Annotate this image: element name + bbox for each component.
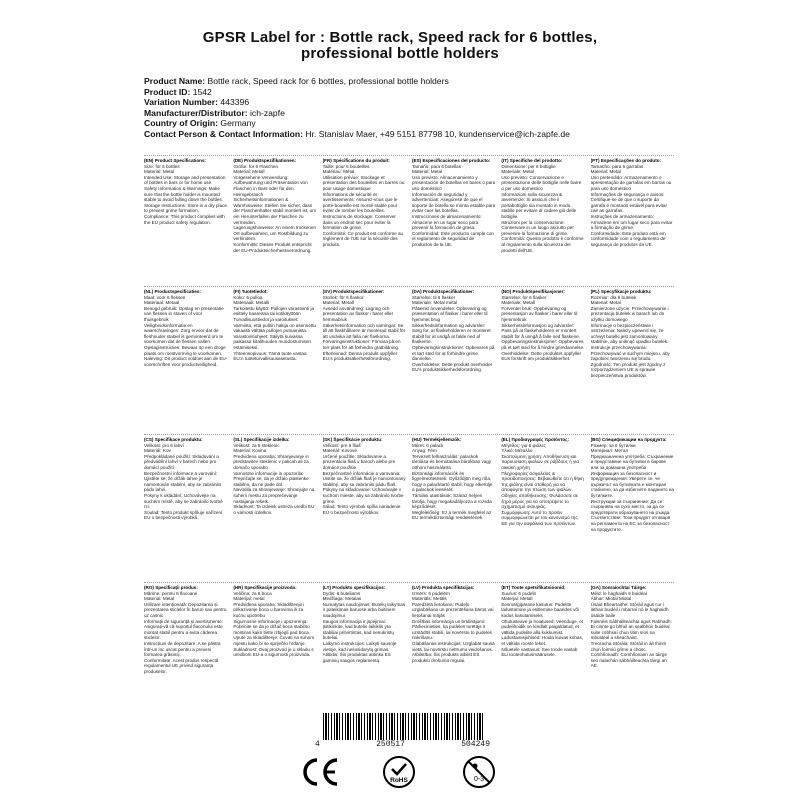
spec-line: Eesmärgipärane kasutus: Pudelite ladustamine ja esitlemine baarides või kodus kasutamiseks [501, 601, 579, 618]
barcode-digits [315, 740, 490, 749]
spec-line: Instrukcje przechowywania: Przechowywać w suchym miejscu, aby zapobiec tworzeniu się brudu. [590, 344, 670, 362]
spec-line: Uso pretendido: Armazenamento e apresentação de garrafas em barras ou para uso doméstico [590, 174, 672, 191]
spec-line: Påtænkt anvendelse: Opbevaring og præsentation af flasker i barer eller til hjemmet brug [412, 305, 488, 322]
spec-line: Säkerhetsinformation och varningar: Se till att flaskhållaren är monterad stabil för att undvika att falla ner flaskorna. [322, 322, 406, 339]
spec-block [501, 437, 584, 582]
spec-line: Glabāšanas instrukcijas: Uzglabāt sausā vietā, lai novērstu netīrumu veidošanos. [412, 640, 495, 652]
title-line-1: GPSR Label for : Bottle rack, Speed rack for 6 bottles, [202, 29, 598, 46]
spec-line: Predvidena uporaba: Shranjevanje in predstavitev steklenic v palicah ali za domačo uporabo [233, 453, 309, 470]
spec-block [144, 585, 227, 755]
spec-line: Efterlevnad: Denna produkt uppfyller EU:s produktsäkerhetsförordning. [322, 350, 398, 362]
spec-block [233, 289, 316, 434]
spec-line: Varastointiohjeet: Säilytä kuivassa paikassa kitalihuuden muodostumisen estämiseksi. [233, 333, 311, 350]
spec-line: Saugos informacija ir įspėjimai: Įsitikinkite, kad butelio laikiklis yra stabiliai pritvirtintas, kad nenukristų buteliai. [322, 618, 394, 641]
spec-line: Pokyny na skladovanie: Uchovávajte v suchom mieste, aby sa zabránilo tvorbe grime. [322, 487, 404, 504]
spec-line: Forventet bruk: Oppbevaring og presentasjon av flasker i barer eller til hjemmebruk [501, 305, 578, 322]
spec-line: Biztonsági információk és figyelmeztetések: Győződjön meg róla, hogy a palacktartó stabil, hogy elkerülje a palackok leesését. [412, 470, 493, 493]
spec-block [233, 158, 316, 286]
spec-block-heading: (DA) Produktspecifikationer: [412, 289, 475, 294]
spec-line: Uso previsto: Almacenamiento y presentación de botellas en bares o para uso doméstico [412, 174, 496, 191]
spec-line: Инструкции за съхранение: Да се съхранява на сухо място, за да се предотврати образуването на ръжда. [590, 498, 671, 515]
spec-line: Dimensione: per 6 bottiglie [501, 163, 556, 169]
barcode-digit-group: 504249 [461, 740, 490, 749]
spec-block-heading: (HR) Specifikacije proizvoda: [233, 585, 297, 590]
spec-block [591, 437, 674, 582]
label-title [150, 30, 650, 62]
spec-line: Utilisation prévue: Stockage et présentation des bouteilles en barres ou pour usage domestique [322, 174, 405, 191]
spec-block-heading: (BG) Спецификации на продукта: [590, 437, 667, 442]
info-value: Bottle rack, Speed rack for 6 bottles, professional bottle holders [207, 76, 449, 86]
barcode-bars [323, 713, 483, 741]
spec-line: Informacje o bezpieczeństwie i ostrzeżenia: Należy upewnić się, że uchwyt butelki jest zamontowany stabilnie, aby uniknąć upadku butelek. [590, 322, 669, 345]
spec-line: Información de seguridad y advertencias: Asegúrese de que el soporte de botella se monta estable para evitar caer las botellas. [412, 191, 496, 214]
spec-line: Tárolási utasítások: Száraz helyen tárolja, hogy megakadályozza a rozsda képződését. [412, 492, 492, 510]
spec-line: Upute za skladištenje: Čuvati na suhom mjestu kako bi se spriječilo hrđanje. [233, 635, 315, 646]
spec-line: Instructions de stockage: Conserver dans un endroit sec pour éviter la formation de grime. [322, 213, 396, 231]
spec-line: Zgodność: Ten produkt jest zgodny z rozporządzeniem UE w sprawie bezpieczeństwa produktów. [590, 361, 666, 378]
spec-line: Instrucțiuni de depozitare: A se păstra într-un loc uscat pentru a preveni formarea grăsimii. [144, 640, 221, 658]
spec-line: Material: Metall [322, 300, 354, 306]
spec-line: Úsáid Bheartaithe: Stóráil agus cur i láthair buidéil i mbarraí nó le haghaidh úsáide baile [590, 601, 669, 618]
spec-line: Matériau: Métal [322, 169, 355, 175]
spec-block-heading: (PL) Specyfikacje produktu: [590, 289, 652, 294]
spec-line: Compliance: This product complies with the EU product safety regulation. [144, 213, 225, 225]
title-line-2: professional bottle holders [301, 45, 499, 62]
spec-band [144, 286, 674, 434]
spec-line: Lagerungshinweise: An einem trockenen Ort aufbewahren, um Rostbildung zu verhindern. [233, 225, 317, 242]
spec-line: Turvallisuustiedot ja varoitukset: Varmista, että pullon haltija on asennettu vakaasti välttää pullojen putoamista. [233, 316, 316, 334]
spec-line: Skladnost: Ta izdelek ustreza uredbi EU o varnosti izdelkov. [233, 504, 315, 515]
spec-block [412, 158, 495, 286]
spec-line: Tamaño: para 6 botellas [412, 163, 462, 169]
spec-line: Tervezett felhasználás: palackok tárolása és bemutatása bárokban vagy otthoni használatra [412, 453, 492, 470]
spec-line: Naleving: Dit product voldoet aan de EU-voorschriften voor productveiligheid. [144, 356, 228, 367]
spec-block [501, 585, 584, 755]
spec-line: Size: for 6 bottles [144, 163, 180, 169]
spec-line: Materiał: Metal [590, 300, 621, 306]
language-specifications-grid [144, 155, 674, 755]
info-label: Contact Person & Contact Information: [144, 128, 303, 139]
spec-line: Materiale: Metal metal [412, 300, 458, 306]
age-label: 0-3 [473, 776, 485, 783]
spec-line: Méid: le haghaidh 6 buidéal [590, 590, 647, 596]
spec-line: Οδηγίες αποθήκευσης: Φυλάσσετε σε ξηρό μέρος για να αποτρέψετε το σχηματισμό σκουριάς. [501, 492, 579, 510]
age-warning-icon [462, 755, 496, 789]
spec-line: Konformität: Dieses Produkt entspricht der EU-Produktsicherheitsverordnung. [233, 241, 312, 253]
spec-block-heading: (PT) Especificações do produto: [590, 158, 662, 163]
info-row-product-name [144, 76, 570, 87]
spec-line: Tamanho: para 6 garrafas [590, 163, 644, 169]
spec-line: Предназначена употреба: Съхранение и представяне на бутилки в барове или за домашна употреба [590, 453, 674, 470]
spec-block [501, 289, 584, 434]
barcode-digit-group: 250517 [376, 740, 405, 749]
spec-line: Numatytas naudojimas: Butelių laikymas ir pateikimas baruose arba buitinėm naudojimui [322, 601, 406, 618]
spec-line: Laikymo instrukcijos: Laikyti sausoje vietoje, kad nesusidarytų grimas. [322, 640, 397, 652]
spec-block [144, 437, 227, 582]
spec-line: Overholdelse: Dette produktet oppfyller EUs forskrift om produktsikkerhet. [501, 350, 581, 362]
barcode-digit-group: 4 [315, 740, 320, 749]
spec-line: Veiligheidsinformatie en waarschuwingen: Zorg ervoor dat de fleshouder stabiel is gemonteerd om te voorkomen dat de flessen vallen. [144, 322, 224, 345]
spec-line: Intended Use: Storage and presentation of bottles in bars or for home use [144, 174, 226, 186]
spec-line: Oppbevaringsinstruksjoner: Oppbevares på et tørt sted for å hindre grimdannelse. [501, 339, 585, 350]
spec-block [323, 437, 406, 582]
spec-line: Conformidad: Este producto cumple con el reglamento de seguridad de productos de la UE. [412, 230, 494, 247]
spec-block-heading: (NL) Productspecificaties: [144, 289, 201, 294]
spec-line: Comhlíonadh: Comhlíonann an táirge seo rialachán sábháilteachta táirgí an AE. [590, 652, 668, 669]
spec-block [144, 158, 227, 286]
spec-line: Bezpečnostní informace a varování: Ujistěte se, že držák lahve je namontován stabilní, aby se zabránilo pádu lahví. [144, 470, 222, 493]
spec-block [591, 289, 674, 434]
spec-block-heading: (ET) Toote spetsifikatsioonid: [501, 585, 566, 590]
product-info [144, 76, 570, 140]
spec-line: Méret: 6 palack [412, 442, 444, 448]
spec-line: Opbevaringsinstruktioner: Opbevares på et tørt sted for at forhindre grime dannelse. [412, 344, 495, 362]
spec-line: Informații de siguranță și avertismente: Asigurați-vă că suportul flaconului este montat stabil pentru a evita căderea sticlelor. [144, 618, 223, 641]
ean-barcode [315, 713, 490, 749]
spec-line: Materiaal: Metaal [144, 300, 180, 306]
spec-line: Material: Metal [590, 169, 621, 175]
spec-block-heading: (DE) Produktspezifikationen: [233, 158, 297, 163]
spec-line: Informations de sécurité et avertissements: Assurez-vous que le porte-bouteille est monté stable pour éviter de tomber les bouteilles. [322, 191, 398, 214]
info-row-product-id [144, 87, 570, 98]
spec-line: Vorgesehene Verwendung: Aufbewahrung und Präsentation von Flaschen in Bars oder für den Heimgebrauch [233, 174, 308, 197]
spec-block [144, 289, 227, 434]
spec-block-heading: (FR) Spécifications du produit: [322, 158, 390, 163]
spec-line: Izmērs: 6 pudelēm [412, 590, 450, 596]
spec-line: Medžiaga: Metalas [322, 596, 362, 602]
spec-block [591, 585, 674, 755]
spec-line: Material: Metall [233, 169, 265, 175]
spec-line: Størrelse: til 6 flasker [412, 294, 456, 300]
rohs-label: RoHS [390, 777, 408, 784]
spec-line: Predviđena uporaba: Skladištenje i prikazivanje boca u barovima ili za kućnu upotrebu [233, 601, 305, 618]
spec-line: Συμμόρφωση: Αυτό το προϊόν συμμορφώνεται με τον κανονισμό της ΕΕ για την ασφάλεια των προϊόντων. [501, 509, 578, 526]
info-value: Hr. Stanislav Maer, +49 5151 87798 10, kundenservice@ich-zapfe.de [305, 128, 570, 139]
spec-block-heading: (HU) Termékjellemzők: [412, 437, 462, 442]
spec-line: Μέγεθος: για 6 φιάλες [501, 442, 546, 448]
spec-block-heading: (LT) Produkto specifikacijos: [322, 585, 386, 590]
spec-line: Bezpečnostné informácie a varovania: Uistite sa, že držiak fliaš je namontovaný stabilný, aby sa zabránilo pádu fliaš. [322, 470, 406, 487]
spec-line: Conformidade: Este produto está em conformidade com o regulamento de segurança de produtos da UE. [590, 230, 666, 247]
spec-line: Sikkerhedsinformation og advarsler: Sørg for, at flaskeholderen er monteret stabilt for at undgå at falde ned af flaskerne. [412, 322, 491, 345]
spec-line: Treoracha Stórála: Stóráil in áit thirim chun foirmiú grime a chosc. [590, 640, 667, 652]
info-label: Product ID: [144, 86, 191, 97]
spec-line: Instruções de armazenamento: Armazene em um lugar seco para evitar a formação de grime. [590, 213, 673, 231]
spec-line: Materiaali: Metalli [233, 300, 270, 306]
spec-line: Materiál: Kov [144, 448, 171, 454]
spec-line: Maat: voor 6 flessen [144, 294, 186, 300]
spec-line: Opslaginstructies: Bewaar op een droge plaats om roestvorming te voorkomen. [144, 344, 226, 356]
spec-line: Material: Metal [412, 169, 443, 175]
spec-line: Drošības informācija un brīdinājumi: Pārliecinieties, ka pudeles turētājs ir uzstādīts stabili, lai novērstu to pudeles nokrišanu. [412, 618, 492, 641]
spec-line: Koko: 6 pulloa [233, 294, 263, 300]
info-row-manufacturer [144, 108, 570, 119]
spec-line: Pokyny k ukládání: Uchovávejte na suchém místě, aby se zabránilo tvorbě rzi. [144, 492, 223, 510]
spec-block [591, 158, 674, 286]
spec-band [144, 155, 674, 286]
spec-line: Velikost: pro 6 lahví [144, 442, 184, 448]
spec-line: Varnostne informacije in opozorila: Prepričajte se, da je držalo plastenke stabilno, da ne pade dol. [233, 470, 309, 487]
spec-line: Materiale: Metal [501, 169, 535, 175]
spec-block-heading: (NO) Produktspesifikasjoner: [501, 289, 565, 294]
info-label: Variation Number: [144, 97, 219, 108]
spec-line: Atitiktis: Šis produktas atitinka ES gaminių saugos reglamentą. [322, 652, 391, 663]
spec-line: Navodila za shranjevanje: Shranjujte na suhem mestu za preprečevanje nastajanja rešetk. [233, 487, 315, 504]
spec-line: Storage Instructions: Store in a dry place to prevent grime formation. [144, 202, 227, 214]
spec-block-heading: (CS) Specifikace produktu: [144, 437, 203, 442]
spec-line: Πληροφορίες ασφαλείας & προειδοποιήσεις: Βεβαιωθείτε ότι η θήκη της φιάλης είναι σταθερή για να αποφύγετε την πτώση των φιαλών. [501, 470, 584, 493]
spec-block [412, 437, 495, 582]
info-row-country [144, 118, 570, 129]
spec-line: Informazioni sulla sicurezza & avvertenze: Si assicuri che il portabottiglie sia montato in modo stabile per evitare di cadere giù delle bottiglie. [501, 191, 577, 219]
spec-line: Materiāls: Metāls [412, 596, 447, 602]
info-value: 1542 [192, 86, 212, 97]
spec-line: Conformità: Questo prodotto è conforme al regolamento sulla sicurezza dei prodotti dell'UE. [501, 236, 584, 253]
spec-line: Sigurnosne informacije i upozorenja: Pobrinite se da je držač boca stabilno montiran kako biste izbjegli pad boca. [233, 618, 310, 635]
ce-mark-icon [300, 755, 340, 789]
spec-line: Beoogd gebruik: Opslag en presentatie van flessen in staven of voor thuisgebruik [144, 305, 224, 322]
spec-line: Veľkosť: pre 6 fliaš [322, 442, 361, 448]
spec-line: Zamierzone użycie: Przechowywanie i prezentacja butelek w barach lub do użytku domowego [590, 305, 669, 322]
spec-line: Размер: за 6 бутилки [590, 442, 636, 448]
info-label: Country of Origin: [144, 118, 218, 129]
info-value: ich-zapfe [250, 107, 285, 118]
spec-line: Ábhar: Miotal Miotal [590, 596, 632, 602]
spec-line: Megfelelőség: Ez a termék megfelel az EU termékbiztonsági rendeletének. [412, 509, 492, 521]
spec-line: Instrucciones de almacenamiento: Almacene en un lugar seco para prevenir la formación de grasa. [412, 213, 482, 231]
spec-line: Съответствие: Този продукт отговаря на регламента на ЕС за безопасност на продуктите. [590, 515, 671, 532]
spec-line: Sikkerhetsinformasjon og advarsler: Pass på at flaskeholderen er montert stabilt for å unngå å falle ned flaskene. [501, 322, 580, 339]
spec-line: Faisnéis Sábháilteachta agus Rabhadh: Bí cinnte go bhfuil an sealbhóir buidéal suite cobhsaí chun titim síos na mbuidéal a sheachaint. [590, 618, 672, 641]
spec-block-heading: (ES) Especificaciones del producto: [412, 158, 491, 163]
spec-block [412, 289, 495, 434]
spec-line: Uso previsto: Conservazione e presentazione delle bottiglie nelle barre o per uso domestico [501, 174, 582, 191]
spec-line: Material: Metal [144, 596, 175, 602]
spec-line: Förvaringsinstruktioner: Förvara på en torr plats för att förhindra gratbildning. [322, 339, 401, 350]
spec-line: Súlad: Tento výrobok spĺňa nariadenie EÚ o bezpečnosti výrobkov. [322, 504, 401, 515]
spec-line: Storlek: för 6 flaskor [322, 294, 364, 300]
compliance-marks [300, 755, 500, 795]
spec-line: Atbilstība: Šis produkts atbilst ES produktu drošuma regulai. [412, 652, 480, 663]
spec-block-heading: (SV) Produktspecifikationer: [322, 289, 385, 294]
spec-block-heading: (RO) Specificații produs: [144, 585, 198, 590]
info-value: 443396 [220, 97, 250, 108]
spec-line: Σκοπούμενη χρήση: Αποθήκευση και παρουσίαση φιαλών σε ράβδους ή για οικιακή χρήση [501, 453, 579, 470]
spec-line: Materiál: Kovové [322, 448, 357, 454]
spec-line: Ohutusteave ja hoiatused: Veenduge, et pudelihoidik on kindlalt paigaldatud, et vältida pudelite alla kukkumist. [501, 618, 584, 635]
spec-line: Material: Metal [144, 169, 175, 175]
spec-line: Anyag: Fém [412, 448, 437, 454]
info-row-variation [144, 97, 570, 108]
spec-line: Tarkoitettu käyttö: Pullojen varastointi ja esittely baareissa tai kotikäyttöön [233, 305, 315, 317]
spec-line: Informações de segurança e avisos: Certifique-se de que o suporte da garrafa é montado estável para evitar cair as garrafas. [590, 191, 668, 214]
spec-line: Velikost: za 6 steklenic [233, 442, 280, 448]
info-row-contact [144, 129, 570, 140]
spec-line: Overholdelse: Dette produkt overholder EU's produktsikkerhedsforordning. [412, 361, 493, 373]
spec-band [144, 434, 674, 582]
spec-block [233, 437, 316, 582]
spec-line: Materiale: Metall [501, 300, 536, 306]
spec-line: Nõuetele vastavus: See toode vastab ELi tooteohutusmäärusele. [501, 646, 578, 658]
info-value: Germany [220, 118, 256, 129]
spec-line: Størrelse: for 6 flasker [501, 294, 547, 300]
spec-line: Yhteensopivuus: Tämä tuote vastaa EU:n tuoteturvallisuusasetusta. [233, 350, 307, 362]
spec-block-heading: (IT) Specifiche del prodotto: [501, 158, 563, 163]
spec-line: Dydis: 6 buteliams [322, 590, 361, 596]
spec-block [233, 585, 316, 755]
spec-line: Utilizare intenționată: Depozitarea și prezentarea sticlelor în baruri sau pentru uz casnic [144, 601, 227, 618]
spec-line: Υλικό: Μέταλλο [501, 448, 533, 454]
spec-line: Conformité: Ce produit est conforme au règlement de l'UE sur la sécurité des produits. [322, 230, 404, 247]
spec-line: Sukladnost: Ovaj proizvod je u skladu s uredbom EU-a o sigurnosti proizvoda. [233, 646, 314, 658]
info-label: Product Name: [144, 76, 206, 86]
spec-line: Taille: pour 6 bouteilles [322, 163, 370, 169]
spec-block-heading: (SK) Špecifikácie produktu: [322, 437, 383, 442]
spec-line: Информация за безопасност и предупреждения: Уверете се, че държачът на бутилката е монтиран стабилно, за да избегнете падането на бутилките. [590, 470, 674, 498]
spec-block-heading: (LV) Produkta specifikācijas: [412, 585, 475, 590]
spec-block [501, 158, 584, 286]
spec-line: Předpokládané použití: Skladování a předvádění lahví v barech nebo pro domácí použití [144, 453, 219, 470]
spec-block-heading: (GA) Sonraíochtaí Táirge: [590, 585, 647, 590]
spec-line: Rozmiar: dla 6 butelek [590, 294, 637, 300]
spec-line: Safety Information & Warnings: Make sure that the bottle holder is mounted stable to avoid falling down the bottles. [144, 185, 223, 203]
spec-block [323, 289, 406, 434]
spec-line: Veličina: za 6 boca [233, 590, 272, 596]
rohs-icon [382, 755, 416, 789]
spec-line: Ladustamisjuhised: Hoida kuivas kohas, et vältida rooste teket. [501, 635, 584, 646]
spec-line: Soulad: Tento produkt splňuje nařízení EU o bezpečnosti výrobků. [144, 509, 223, 521]
spec-block-heading: (FI) Tuotetiedot: [233, 289, 268, 294]
spec-line: Größe: für 6 Flaschen [233, 163, 279, 169]
spec-line: Materjal: Metall [501, 596, 533, 602]
spec-block-heading: (EN) Product Specifications: [144, 158, 207, 163]
spec-line: Materijal: metal [233, 596, 265, 602]
spec-line: Istruzioni per la conservazione: Conservare in un luogo asciutto per prevenire la formazione di grime. [501, 219, 574, 236]
spec-line: Avsedd användning: Lagring och presentation av flaskor i barer eller hemmabruk [322, 305, 394, 322]
spec-block-heading: (SL) Specifikacije izdelka: [233, 437, 290, 442]
spec-line: Suurus: 6 pudelit [501, 590, 536, 596]
spec-line: Conformitate: Acest produs respectă regulamentul UE privind siguranța produselor. [144, 657, 219, 674]
spec-block-heading: (EL) Προδιαγραφές προϊόντος: [501, 437, 570, 442]
spec-line: Material: Kovina [233, 448, 267, 454]
spec-line: Sicherheitsinformationen & Warnhinweise: Stellen Sie sicher, dass der Flaschenhalter stabil montiert ist, um ein Herunterfallen der Flaschen zu vermeiden. [233, 197, 317, 225]
spec-line: Материал: Метал [590, 448, 629, 454]
spec-line: Paredzētā lietošana: Pudeļu uzglabāšana un prezentēšana bāros vai lietošanai mājās [412, 601, 494, 618]
spec-line: Určené použitie: Skladovanie a prezentácia fliaš v baroch alebo pre domáce použitie [322, 453, 396, 470]
info-label: Manufacturer/Distributor: [144, 107, 248, 118]
spec-line: Mărime: pentru 6 flacoane [144, 590, 198, 596]
spec-block [323, 158, 406, 286]
